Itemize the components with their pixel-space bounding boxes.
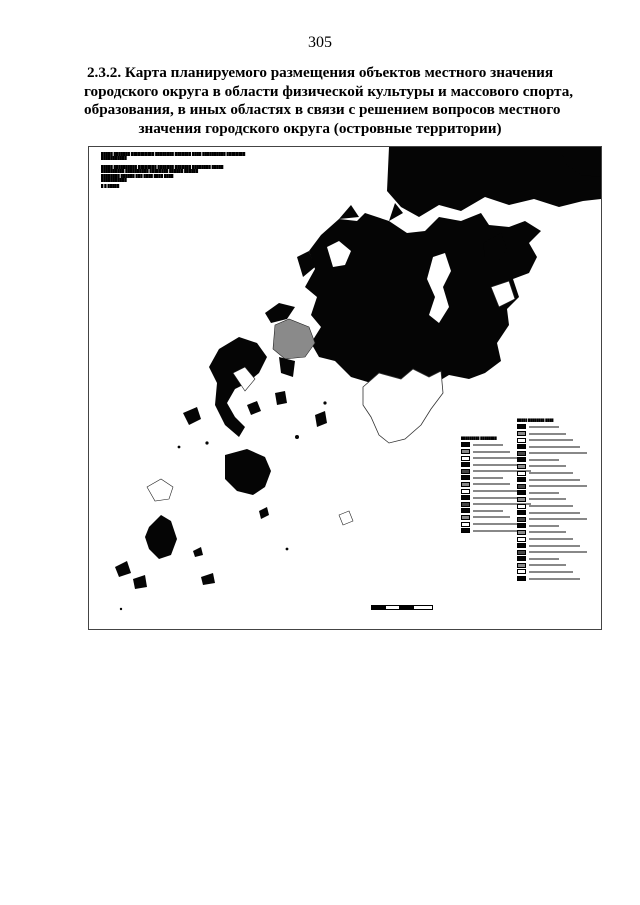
legend-symbol bbox=[461, 462, 470, 467]
legend-text bbox=[529, 551, 587, 553]
legend-symbol bbox=[517, 504, 526, 509]
islet bbox=[120, 608, 122, 610]
map-scale-label: █ █ █████ bbox=[101, 184, 120, 189]
legend-heading: █████████ ████████ bbox=[461, 436, 497, 440]
legend-text bbox=[529, 433, 566, 435]
legend-symbol bbox=[517, 510, 526, 515]
islet bbox=[178, 446, 181, 449]
legend-symbol bbox=[461, 528, 470, 533]
legend-text bbox=[529, 538, 573, 540]
legend-symbol bbox=[517, 517, 526, 522]
legend-row bbox=[517, 497, 595, 502]
grey-zone bbox=[273, 319, 315, 359]
island bbox=[183, 407, 201, 425]
legend-text bbox=[473, 451, 510, 453]
islet bbox=[286, 548, 289, 551]
legend-text bbox=[529, 446, 580, 448]
legend-symbol bbox=[517, 438, 526, 443]
island bbox=[115, 561, 131, 577]
legend-symbol bbox=[517, 523, 526, 528]
legend-symbol bbox=[517, 556, 526, 561]
island bbox=[193, 547, 203, 557]
legend-text bbox=[529, 531, 566, 533]
legend-symbol bbox=[461, 449, 470, 454]
legend-row bbox=[517, 444, 595, 449]
map-header-line: ███████████ bbox=[101, 156, 127, 161]
legend-heading: █████ ████████ ████ bbox=[517, 418, 554, 422]
map-header-line: █████ ███████ ██████████ ████████ ███████ ████ ██████████ ████████ bbox=[101, 152, 246, 156]
scale-bar bbox=[371, 605, 433, 609]
legend-symbol bbox=[517, 471, 526, 476]
section-heading bbox=[84, 64, 574, 138]
legend-symbol bbox=[461, 469, 470, 474]
legend-row bbox=[517, 523, 595, 528]
legend-row bbox=[517, 457, 595, 462]
map-title-block: █████ ██████████ ████████ ███████ ███████ ████████ █████ ██████████ ██████████ ████████ ██████ ██████ ████████ ██████ ███ ████ ████ ████ ███████████ bbox=[101, 164, 224, 183]
legend-symbol bbox=[517, 490, 526, 495]
island bbox=[315, 411, 327, 427]
legend-text bbox=[473, 477, 503, 479]
legend-symbol bbox=[461, 502, 470, 507]
heading-line: городского округа в области физической культуры и массового спорта, bbox=[84, 82, 574, 100]
legend-text bbox=[529, 571, 573, 573]
legend-text bbox=[473, 523, 517, 525]
legend-symbol bbox=[461, 522, 470, 527]
legend-row bbox=[517, 569, 595, 574]
legend-symbol bbox=[517, 576, 526, 581]
legend-row bbox=[517, 484, 595, 489]
legend-text bbox=[529, 459, 559, 461]
legend-row bbox=[517, 490, 595, 495]
legend-right bbox=[517, 419, 595, 583]
legend-symbol bbox=[461, 515, 470, 520]
legend-symbol bbox=[517, 451, 526, 456]
legend-text bbox=[529, 512, 580, 514]
legend-text bbox=[529, 498, 566, 500]
legend-text bbox=[529, 545, 580, 547]
legend-row bbox=[517, 464, 595, 469]
legend-text bbox=[473, 457, 517, 459]
legend-text bbox=[529, 558, 559, 560]
island bbox=[201, 573, 215, 585]
legend-symbol bbox=[517, 444, 526, 449]
legend-row bbox=[517, 451, 595, 456]
legend-symbol bbox=[517, 530, 526, 535]
legend-symbol bbox=[517, 537, 526, 542]
legend-symbol bbox=[517, 484, 526, 489]
legend-text bbox=[473, 516, 510, 518]
legend-row bbox=[517, 517, 595, 522]
legend-text bbox=[529, 465, 566, 467]
legend-text bbox=[529, 439, 573, 441]
legend-row bbox=[517, 510, 595, 515]
legend-text bbox=[529, 578, 580, 580]
heading-line: значения городского округа (островные территории) bbox=[138, 119, 502, 137]
island bbox=[209, 337, 267, 437]
legend-text bbox=[529, 485, 587, 487]
legend-row bbox=[517, 556, 595, 561]
legend-row bbox=[517, 471, 595, 476]
legend-text bbox=[529, 452, 587, 454]
legend-symbol bbox=[517, 464, 526, 469]
legend-symbol bbox=[517, 457, 526, 462]
legend-symbol bbox=[517, 543, 526, 548]
legend-symbol bbox=[517, 431, 526, 436]
legend-symbol bbox=[517, 497, 526, 502]
legend-row bbox=[517, 550, 595, 555]
legend-text bbox=[473, 483, 510, 485]
legend-text bbox=[529, 492, 559, 494]
legend-text bbox=[473, 510, 503, 512]
legend-row bbox=[517, 576, 595, 581]
legend-symbol bbox=[517, 424, 526, 429]
island bbox=[133, 575, 147, 589]
legend-symbol bbox=[461, 475, 470, 480]
legend-row bbox=[517, 530, 595, 535]
legend-text bbox=[473, 444, 503, 446]
legend-text bbox=[529, 472, 573, 474]
legend-symbol bbox=[517, 477, 526, 482]
legend-row bbox=[517, 431, 595, 436]
islet bbox=[323, 401, 326, 404]
heading-line: образования, в иных областях в связи с решением вопросов местного bbox=[84, 101, 561, 118]
legend-row bbox=[517, 543, 595, 548]
island-territories-map bbox=[88, 146, 602, 630]
light-zone bbox=[363, 369, 443, 443]
island bbox=[279, 357, 295, 377]
island bbox=[225, 449, 271, 495]
legend-text bbox=[529, 525, 559, 527]
island bbox=[259, 507, 269, 519]
legend-symbol bbox=[517, 563, 526, 568]
legend-text bbox=[529, 564, 566, 566]
peninsula bbox=[339, 205, 359, 219]
legend-text bbox=[529, 426, 559, 428]
legend-text bbox=[529, 518, 587, 520]
map-header bbox=[101, 152, 361, 188]
page-number: 305 bbox=[308, 34, 332, 51]
island bbox=[147, 479, 173, 501]
legend-symbol bbox=[517, 550, 526, 555]
legend-symbol bbox=[461, 456, 470, 461]
legend-symbol bbox=[461, 442, 470, 447]
legend-symbol bbox=[461, 495, 470, 500]
island bbox=[339, 511, 353, 525]
legend-row bbox=[517, 563, 595, 568]
legend-row bbox=[517, 477, 595, 482]
islet bbox=[295, 435, 299, 439]
islet bbox=[205, 441, 208, 444]
legend-row bbox=[517, 537, 595, 542]
legend-symbol bbox=[461, 482, 470, 487]
legend-row bbox=[517, 504, 595, 509]
island bbox=[145, 515, 177, 559]
legend-text bbox=[529, 505, 573, 507]
island bbox=[247, 401, 261, 415]
island bbox=[275, 391, 287, 405]
legend-row bbox=[517, 438, 595, 443]
legend-symbol bbox=[461, 508, 470, 513]
legend-text bbox=[529, 479, 580, 481]
legend-symbol bbox=[461, 489, 470, 494]
legend-row bbox=[517, 424, 595, 429]
heading-line: 2.3.2. Карта планируемого размещения объектов местного значения bbox=[86, 64, 554, 81]
legend-symbol bbox=[517, 569, 526, 574]
legend-text bbox=[473, 490, 517, 492]
